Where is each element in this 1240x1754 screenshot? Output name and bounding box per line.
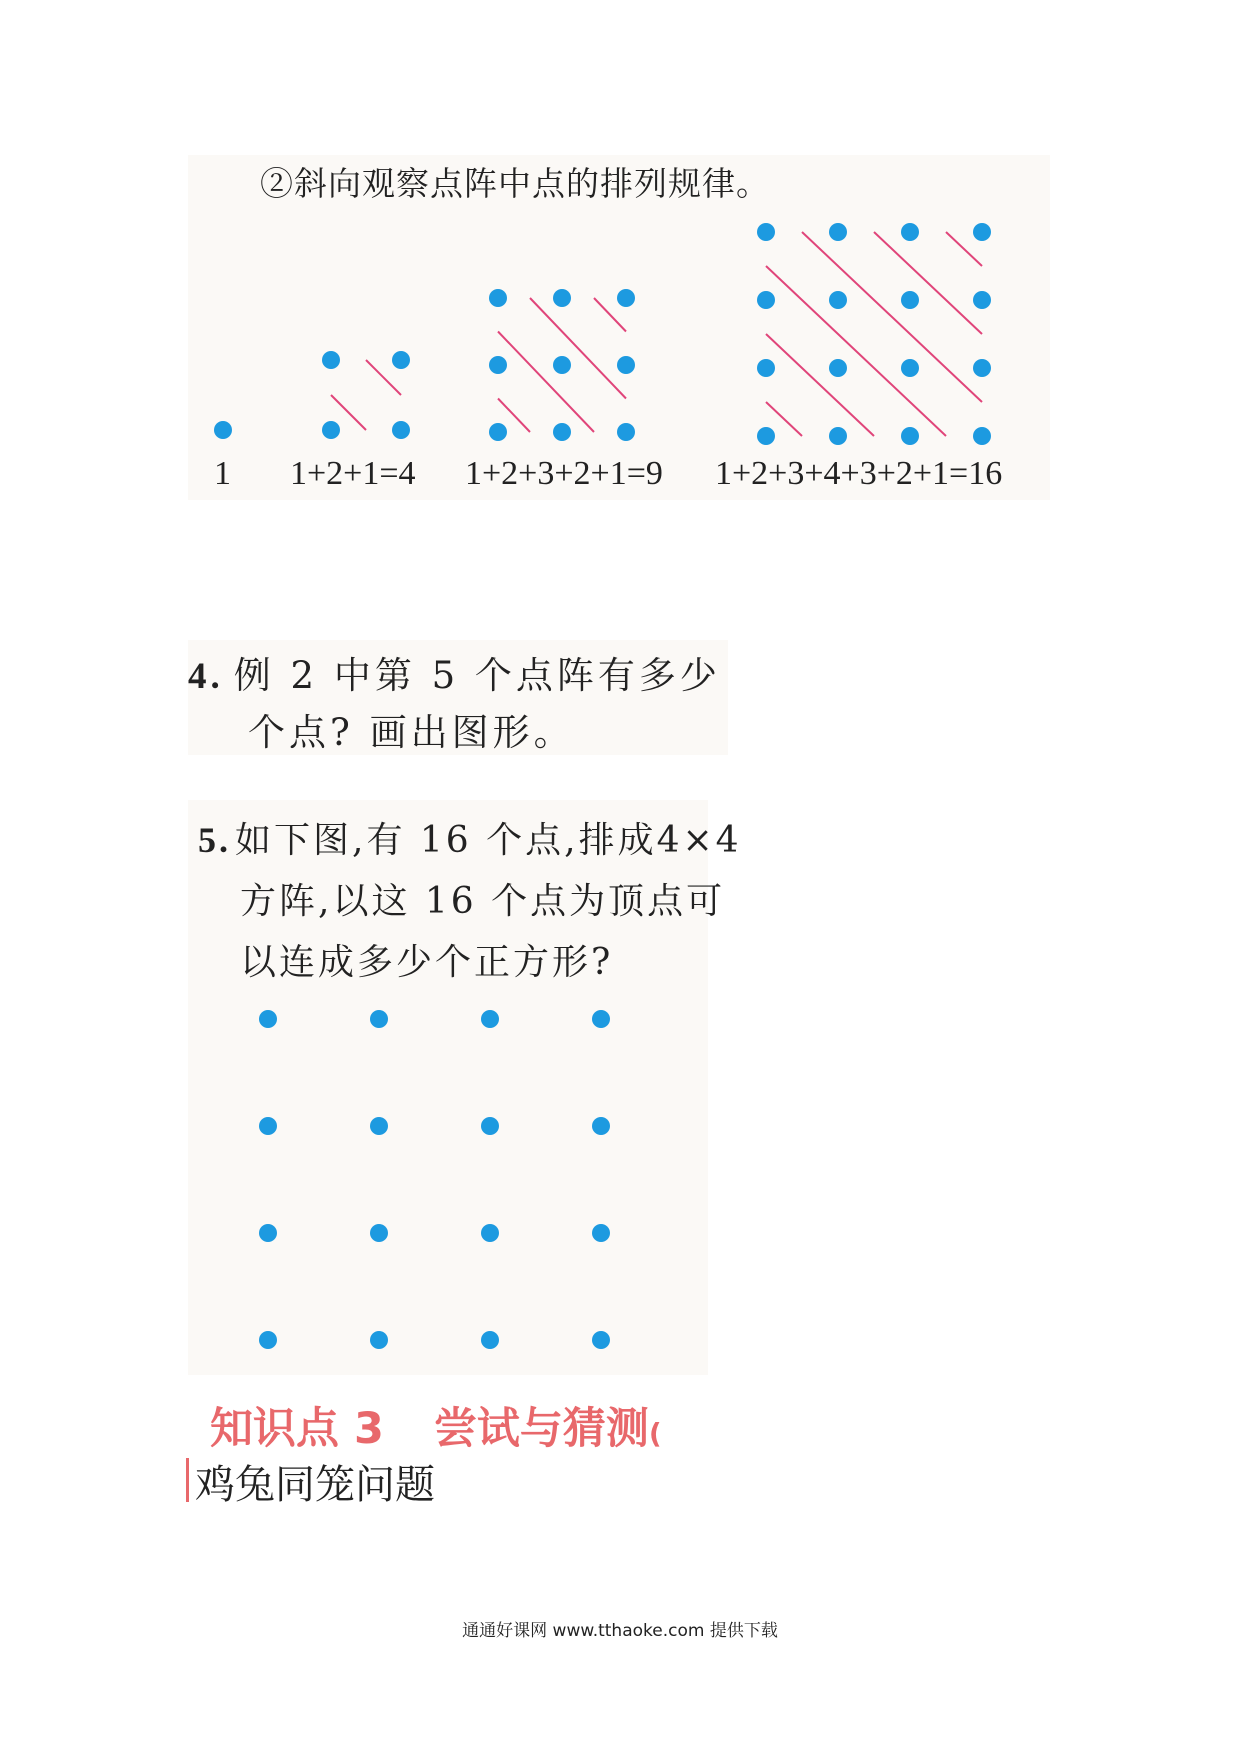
array-dot — [757, 359, 775, 377]
equation-1: 1 — [214, 455, 231, 492]
array-dot — [973, 223, 991, 241]
array-dot — [973, 427, 991, 445]
array-dot — [901, 223, 919, 241]
dot-array-1 — [214, 421, 232, 439]
array-dot — [973, 359, 991, 377]
array-dot — [322, 351, 340, 369]
array-dot — [322, 421, 340, 439]
knowledge-point-heading — [210, 1395, 662, 1456]
equation-9: 1+2+3+2+1=9 — [465, 455, 663, 492]
grid-dot — [259, 1331, 277, 1349]
grid-dot — [592, 1331, 610, 1349]
array-dot — [214, 421, 232, 439]
example-intro: ②斜向观察点阵中点的排列规律。 — [260, 164, 770, 203]
grid-dot — [481, 1117, 499, 1135]
array-dot — [617, 423, 635, 441]
footer-credit: 通通好课网 www.tthaoke.com 提供下载 — [462, 1621, 778, 1641]
problem4-line1 — [188, 648, 721, 705]
array-dot — [489, 356, 507, 374]
diagonal-line — [802, 232, 982, 402]
grid-dot — [370, 1224, 388, 1242]
grid-dot — [370, 1117, 388, 1135]
array-dot — [553, 289, 571, 307]
grid-dot — [481, 1010, 499, 1028]
problem5-line1 — [198, 810, 742, 871]
array-dot — [553, 356, 571, 374]
problem5-text-1: 如下图,有 16 个点,排成4×4 — [235, 820, 742, 861]
grid-dot — [370, 1331, 388, 1349]
problem4-text-1: 例 2 中第 5 个点阵有多少 — [233, 654, 721, 697]
array-dot — [757, 291, 775, 309]
array-dot — [901, 291, 919, 309]
knowledge-point-label: 知识点 3 — [210, 1404, 384, 1454]
problem4-text-2: 个点? 画出图形。 — [248, 711, 575, 754]
knowledge-point-paren: ( — [648, 1417, 662, 1450]
diagonal-line — [766, 266, 946, 436]
grid-dot — [370, 1010, 388, 1028]
array-dot — [829, 291, 847, 309]
array-dot — [757, 427, 775, 445]
equation-16: 1+2+3+4+3+2+1=16 — [715, 455, 1003, 492]
problem5 — [198, 810, 742, 993]
array-dot — [392, 421, 410, 439]
array-dot — [901, 427, 919, 445]
grid-dot — [592, 1117, 610, 1135]
grid-dot — [592, 1224, 610, 1242]
diagonal-line — [766, 334, 874, 436]
problem4-number: 4. — [188, 656, 224, 697]
diagonal-line — [874, 232, 982, 334]
problem5-number: 5. — [198, 820, 231, 860]
array-dot — [829, 223, 847, 241]
dot-array-2 — [322, 351, 410, 439]
grid-dot — [259, 1010, 277, 1028]
knowledge-point-title: 尝试与猜测 — [433, 1404, 649, 1454]
diagonal-line — [530, 298, 626, 399]
diagonal-line — [498, 332, 594, 433]
array-dot — [489, 423, 507, 441]
array-dot — [973, 291, 991, 309]
dot-arrays-svg — [0, 0, 1240, 520]
grid-dot — [481, 1224, 499, 1242]
array-dot — [829, 427, 847, 445]
array-dot — [829, 359, 847, 377]
knowledge-point-subtitle: 鸡兔同笼问题 — [195, 1462, 435, 1508]
subtitle-bar-mark — [186, 1458, 189, 1502]
dot-array-4 — [757, 223, 991, 445]
array-dot — [617, 289, 635, 307]
grid-dot — [592, 1010, 610, 1028]
array-dot — [757, 223, 775, 241]
equation-4: 1+2+1=4 — [290, 455, 416, 492]
grid-dot — [481, 1331, 499, 1349]
problem5-text-3: 以连成多少个正方形? — [240, 942, 614, 983]
grid-dot — [259, 1117, 277, 1135]
array-dot — [901, 359, 919, 377]
problem4 — [188, 648, 721, 761]
array-dot — [553, 423, 571, 441]
array-dot — [392, 351, 410, 369]
array-dot — [489, 289, 507, 307]
dot-array-3 — [489, 289, 635, 441]
problem5-text-2: 方阵,以这 16 个点为顶点可 — [240, 881, 726, 922]
array-dot — [617, 356, 635, 374]
grid-dot — [259, 1224, 277, 1242]
